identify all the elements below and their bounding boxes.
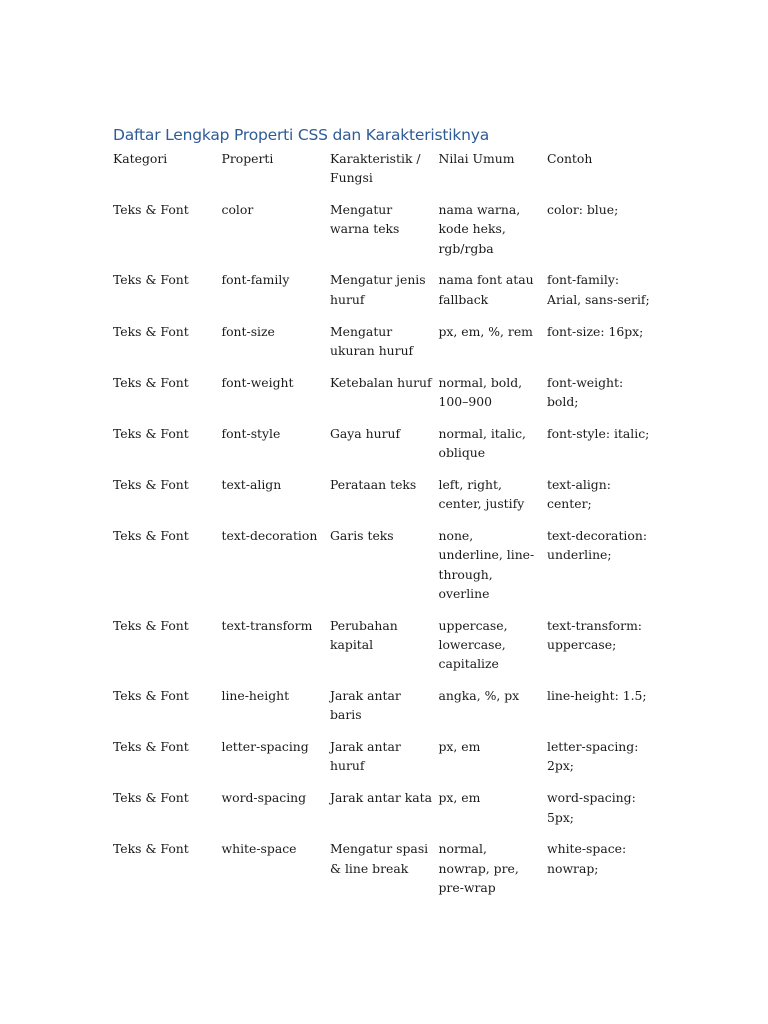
cell-contoh: font-style: italic; (547, 425, 650, 441)
cell-karakteristik: Mengatur jenis huruf (330, 272, 426, 307)
cell-kategori: Teks & Font (113, 323, 189, 339)
cell-karakteristik: Mengatur warna teks (330, 202, 400, 237)
cell-properti: text-align (221, 476, 282, 492)
cell-properti: font-weight (221, 374, 294, 390)
cell-kategori: Teks & Font (113, 739, 189, 755)
cell-nilai-umum: uppercase, lowercase, capitalize (438, 617, 508, 672)
properties-table (113, 149, 658, 910)
table-row (113, 270, 658, 321)
cell-nilai-umum: px, em (438, 739, 481, 755)
header-karakteristik: Karakteristik / Fungsi (330, 151, 421, 186)
table-row (113, 788, 658, 839)
cell-karakteristik: Jarak antar huruf (330, 739, 401, 774)
table-row (113, 737, 658, 788)
cell-karakteristik: Jarak antar baris (330, 688, 401, 723)
cell-properti: color (221, 202, 254, 218)
cell-kategori: Teks & Font (113, 688, 189, 704)
cell-kategori: Teks & Font (113, 841, 189, 857)
cell-contoh: text-decoration: underline; (547, 527, 647, 563)
cell-nilai-umum: normal, italic, oblique (438, 425, 526, 461)
table-row (113, 424, 658, 475)
cell-kategori: Teks & Font (113, 272, 189, 288)
cell-properti: white-space (221, 841, 297, 857)
cell-contoh: text-align: center; (547, 476, 611, 512)
table-row (113, 616, 658, 686)
cell-nilai-umum: normal, nowrap, pre, pre-wrap (438, 841, 519, 895)
cell-contoh: text-transform: uppercase; (547, 617, 642, 652)
cell-contoh: font-family: Arial, sans-serif; (547, 272, 650, 307)
header-nilai-umum: Nilai Umum (438, 151, 515, 166)
cell-contoh: font-weight: bold; (547, 374, 624, 409)
cell-karakteristik: Gaya huruf (330, 425, 401, 441)
cell-properti: text-transform (221, 617, 313, 633)
table-row (113, 839, 658, 909)
table-header-row (113, 149, 658, 200)
cell-kategori: Teks & Font (113, 617, 189, 633)
cell-nilai-umum: angka, %, px (438, 688, 520, 704)
cell-karakteristik: Perubahan kapital (330, 617, 398, 652)
cell-contoh: word-spacing: 5px; (547, 790, 636, 825)
header-kategori: Kategori (113, 151, 168, 166)
table-row (113, 526, 658, 616)
cell-kategori: Teks & Font (113, 425, 189, 441)
cell-karakteristik: Jarak antar kata (330, 790, 432, 806)
table-row (113, 475, 658, 526)
cell-karakteristik: Ketebalan huruf (330, 374, 432, 390)
header-properti: Properti (221, 151, 274, 166)
header-contoh: Contoh (547, 151, 593, 166)
cell-contoh: font-size: 16px; (547, 323, 644, 339)
cell-kategori: Teks & Font (113, 202, 189, 218)
cell-karakteristik: Mengatur spasi & line break (330, 841, 429, 876)
document-title: Daftar Lengkap Properti CSS dan Karakteristiknya (113, 126, 490, 144)
cell-nilai-umum: nama warna, kode heks, rgb/rgba (438, 202, 521, 256)
cell-nilai-umum: px, em (438, 790, 481, 806)
cell-nilai-umum: normal, bold, 100–900 (438, 374, 523, 409)
cell-properti: text-decoration (221, 527, 318, 543)
cell-karakteristik: Garis teks (330, 527, 394, 543)
cell-kategori: Teks & Font (113, 374, 189, 390)
cell-nilai-umum: px, em, %, rem (438, 323, 533, 339)
table-row (113, 686, 658, 737)
cell-nilai-umum: none, underline, line-through, overline (438, 527, 535, 601)
cell-properti: word-spacing (221, 790, 307, 806)
cell-kategori: Teks & Font (113, 527, 189, 543)
cell-contoh: line-height: 1.5; (547, 688, 647, 704)
table-row (113, 322, 658, 373)
cell-karakteristik: Mengatur ukuran huruf (330, 323, 414, 358)
cell-nilai-umum: left, right, center, justify (438, 476, 525, 512)
cell-contoh: color: blue; (547, 202, 619, 218)
cell-properti: font-style (221, 425, 281, 441)
table-row (113, 373, 658, 424)
cell-kategori: Teks & Font (113, 476, 189, 492)
cell-contoh: letter-spacing: 2px; (547, 739, 639, 774)
cell-properti: line-height (221, 688, 290, 704)
cell-nilai-umum: nama font atau fallback (438, 272, 534, 307)
cell-karakteristik: Perataan teks (330, 476, 417, 492)
cell-contoh: white-space: nowrap; (547, 841, 627, 876)
cell-properti: font-size (221, 323, 275, 339)
document-page (113, 124, 673, 910)
cell-properti: letter-spacing (221, 739, 309, 755)
table-row (113, 200, 658, 270)
cell-properti: font-family (221, 272, 290, 288)
cell-kategori: Teks & Font (113, 790, 189, 806)
